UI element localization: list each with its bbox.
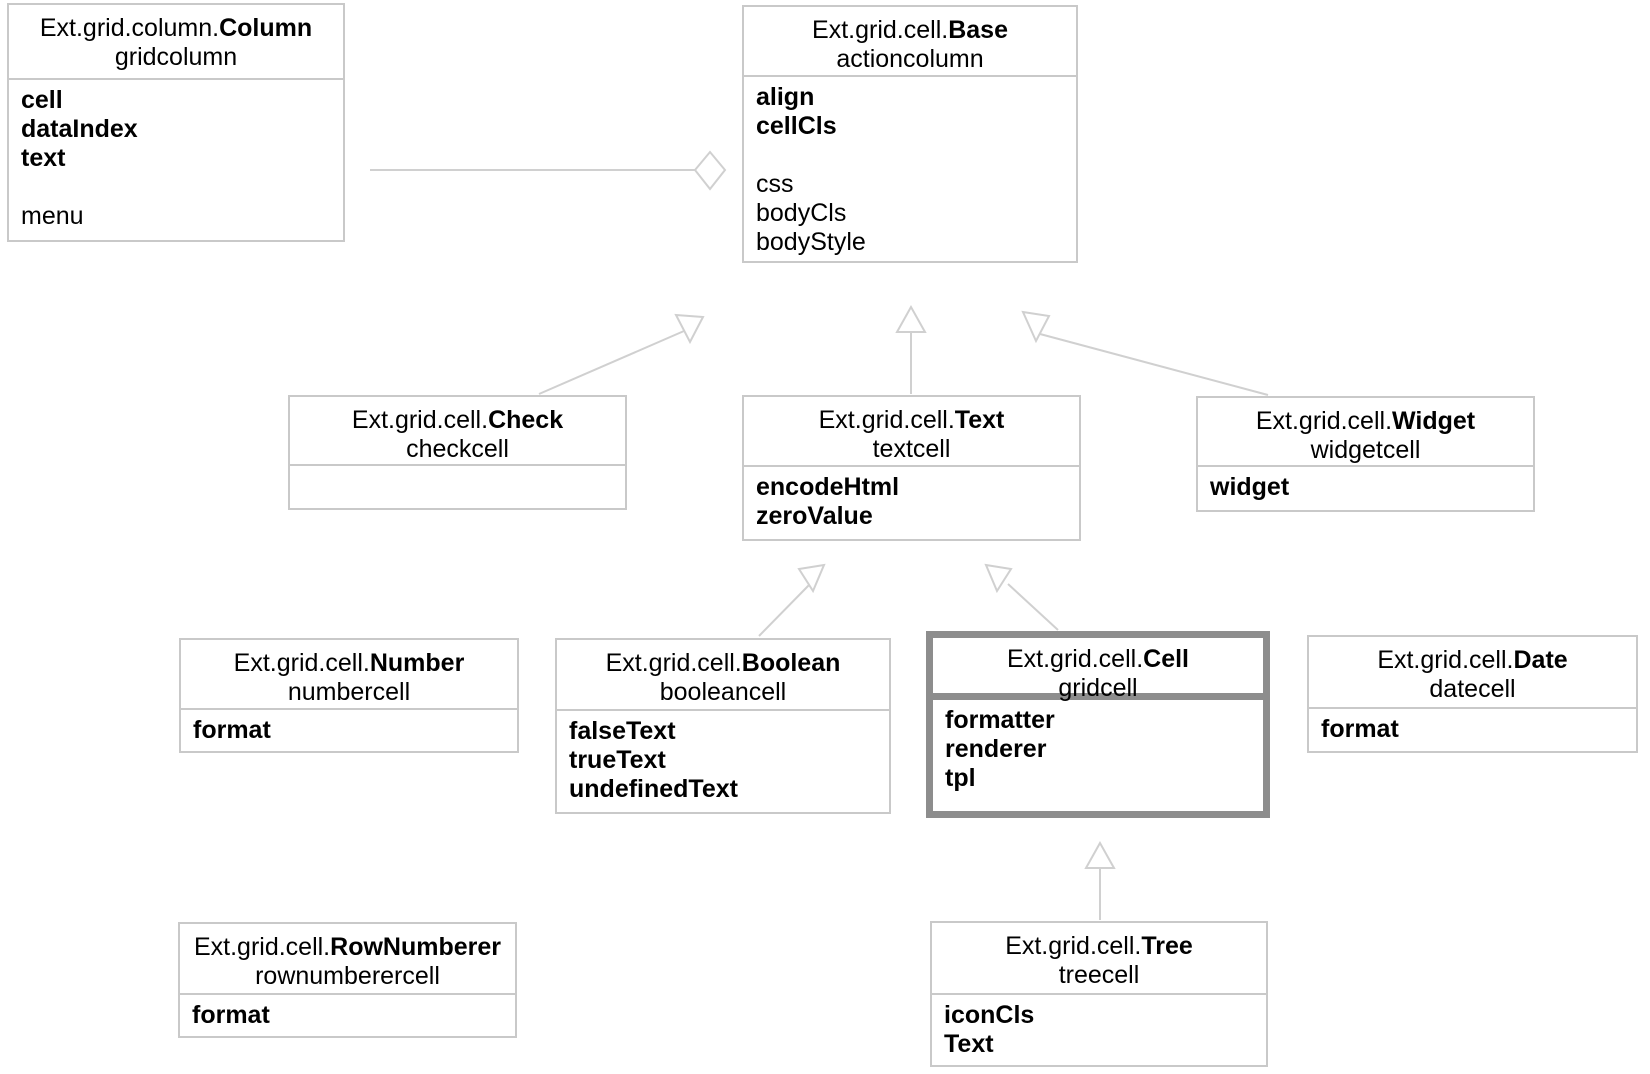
class-header-date: [1309, 637, 1636, 709]
member-gap: [21, 173, 343, 202]
class-xtype: booleancell: [659, 678, 787, 706]
inheritance-widget-base: [1023, 312, 1268, 395]
aggregation-column-base: [370, 152, 725, 189]
class-package: Ext.grid.cell.: [1255, 407, 1393, 435]
class-package: Ext.grid.cell.: [605, 649, 742, 677]
class-header-base: [744, 7, 1076, 77]
class-header-check: [290, 397, 625, 466]
class-box-text[interactable]: [742, 395, 1081, 541]
class-name: Check: [488, 406, 564, 434]
class-title: [744, 16, 1076, 45]
class-title: [181, 649, 517, 678]
member-tpl[interactable]: tpl: [945, 764, 976, 792]
member-renderer[interactable]: renderer: [945, 735, 1047, 763]
class-title: [933, 645, 1263, 674]
member-text[interactable]: text: [21, 144, 66, 172]
class-box-column[interactable]: [7, 3, 345, 242]
class-members-column: [9, 80, 343, 231]
inheritance-arrowhead-icon: [1023, 312, 1049, 341]
inheritance-arrowhead-icon: [799, 565, 824, 591]
member-bodyStyle[interactable]: bodyStyle: [756, 228, 866, 256]
member-menu[interactable]: menu: [21, 202, 84, 230]
class-box-cell-selected[interactable]: [926, 631, 1270, 818]
class-package: Ext.grid.cell.: [1377, 646, 1514, 674]
class-name: Column: [219, 14, 313, 42]
member-undefinedText[interactable]: undefinedText: [569, 775, 738, 803]
member-cell[interactable]: cell: [21, 86, 63, 114]
class-xtype: numbercell: [287, 678, 411, 706]
class-package: Ext.grid.cell.: [1006, 645, 1144, 673]
member-gap: [756, 141, 1076, 170]
class-header-column: [9, 5, 343, 80]
inheritance-arrowhead-icon: [897, 307, 925, 332]
class-title: [1198, 407, 1533, 436]
class-box-check[interactable]: [288, 395, 627, 510]
class-xtype: datecell: [1429, 675, 1516, 703]
class-xtype: textcell: [872, 435, 951, 463]
class-box-boolean[interactable]: [555, 638, 891, 814]
class-box-widget[interactable]: [1196, 396, 1535, 512]
inheritance-text-base: [897, 307, 925, 394]
class-header-widget: [1198, 398, 1533, 467]
class-box-base[interactable]: [742, 5, 1078, 263]
class-title: [557, 649, 889, 678]
member-css[interactable]: css: [756, 170, 794, 198]
class-members-rownumberer: [180, 995, 515, 1030]
inheritance-arrowhead-icon: [1086, 843, 1114, 868]
inheritance-arrowhead-icon: [986, 565, 1011, 591]
inheritance-check-base: [539, 315, 703, 394]
class-package: Ext.grid.cell.: [351, 406, 489, 434]
class-xtype: checkcell: [406, 435, 509, 463]
member-bodyCls[interactable]: bodyCls: [756, 199, 847, 227]
member-encodeHtml[interactable]: encodeHtml: [756, 473, 900, 501]
class-members-boolean: [557, 711, 889, 804]
class-members-cell: [933, 700, 1263, 793]
member-format[interactable]: format: [1321, 715, 1399, 743]
member-trueText[interactable]: trueText: [569, 746, 666, 774]
class-name: Date: [1513, 646, 1568, 674]
class-header-boolean: [557, 640, 889, 711]
class-name: Text: [954, 406, 1005, 434]
class-members-number: [181, 710, 517, 745]
member-falseText[interactable]: falseText: [569, 717, 676, 745]
class-box-date[interactable]: [1307, 635, 1638, 753]
class-header-rownumberer: [180, 924, 515, 995]
inheritance-boolean-text: [759, 565, 824, 636]
class-title: [932, 932, 1266, 961]
class-package: Ext.grid.cell.: [193, 933, 331, 961]
class-package: Ext.grid.cell.: [818, 406, 955, 434]
class-xtype: treecell: [1058, 961, 1140, 989]
class-package: Ext.grid.cell.: [233, 649, 370, 677]
aggregation-diamond-icon: [695, 152, 725, 189]
class-name: Cell: [1143, 645, 1190, 673]
class-xtype: actioncolumn: [836, 45, 984, 73]
class-package: Ext.grid.column.: [39, 14, 220, 42]
class-xtype: gridcolumn: [114, 43, 238, 71]
class-title: [9, 14, 343, 43]
member-dataIndex[interactable]: dataIndex: [21, 115, 138, 143]
class-name: Widget: [1392, 407, 1476, 435]
inheritance-arrowhead-icon: [676, 315, 703, 342]
class-name: RowNumberer: [330, 933, 502, 961]
member-format[interactable]: format: [193, 716, 271, 744]
class-members-tree: [932, 995, 1266, 1059]
class-name: Boolean: [741, 649, 841, 677]
class-members-check: [290, 466, 625, 472]
class-members-text: [744, 467, 1079, 531]
class-box-rownumberer[interactable]: [178, 922, 517, 1038]
class-members-base: [744, 77, 1076, 257]
member-widget[interactable]: widget: [1210, 473, 1290, 501]
member-format[interactable]: format: [192, 1001, 270, 1029]
class-title: [180, 933, 515, 962]
class-header-cell: [933, 638, 1263, 700]
class-name: Tree: [1141, 932, 1193, 960]
class-package: Ext.grid.cell.: [1005, 932, 1142, 960]
class-title: [1309, 646, 1636, 675]
class-title: [744, 406, 1079, 435]
member-Text[interactable]: Text: [944, 1030, 994, 1058]
inheritance-tree-cell: [1086, 843, 1114, 920]
member-align[interactable]: align: [756, 83, 815, 111]
member-iconCls[interactable]: iconCls: [944, 1001, 1035, 1029]
class-box-tree[interactable]: [930, 921, 1268, 1067]
member-cellCls[interactable]: cellCls: [756, 112, 837, 140]
class-members-date: [1309, 709, 1636, 744]
class-xtype: widgetcell: [1310, 436, 1421, 464]
class-title: [290, 406, 625, 435]
class-header-number: [181, 640, 517, 710]
class-package: Ext.grid.cell.: [812, 16, 949, 44]
class-header-tree: [932, 923, 1266, 995]
member-formatter[interactable]: formatter: [945, 706, 1055, 734]
class-xtype: gridcell: [1058, 674, 1138, 702]
class-header-text: [744, 397, 1079, 467]
class-box-number[interactable]: [179, 638, 519, 753]
inheritance-cell-text: [986, 565, 1058, 630]
member-zeroValue[interactable]: zeroValue: [756, 502, 873, 530]
class-name: Base: [948, 16, 1008, 44]
class-members-widget: [1198, 467, 1533, 502]
class-name: Number: [369, 649, 465, 677]
class-xtype: rownumberercell: [255, 962, 440, 990]
